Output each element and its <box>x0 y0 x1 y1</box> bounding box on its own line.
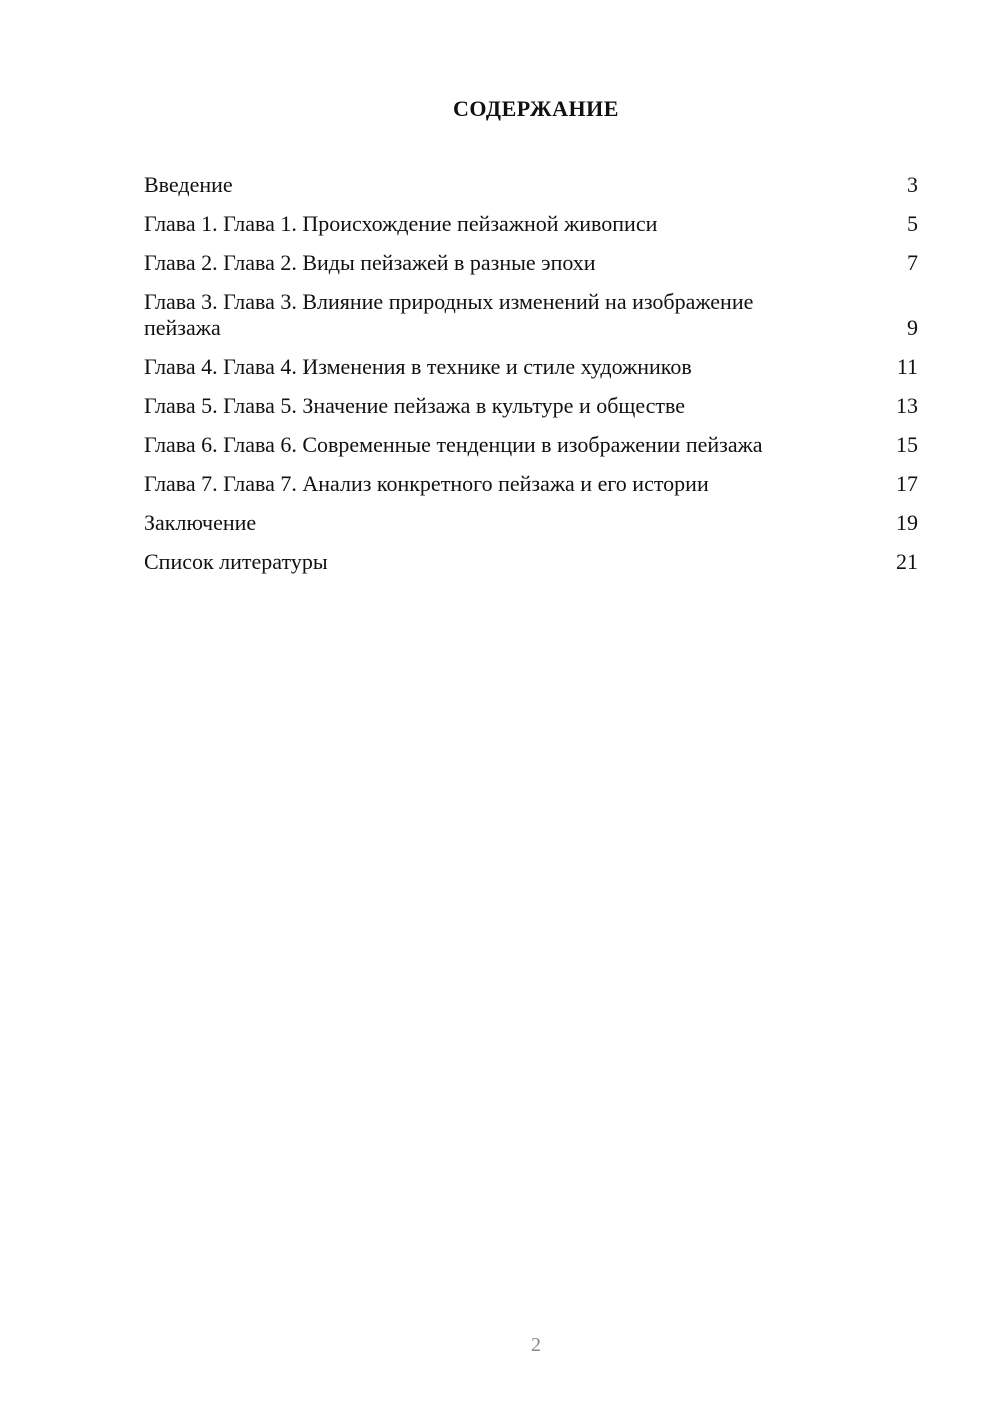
toc-entry-page: 19 <box>896 510 918 535</box>
toc-entry-page: 17 <box>896 471 918 496</box>
toc-entry-page: 5 <box>907 211 918 236</box>
toc-entry-bibliography[interactable] <box>144 547 918 577</box>
toc-entry-chapter-1[interactable] <box>144 209 918 239</box>
toc-entry-label: Глава 2. Глава 2. Виды пейзажей в разные эпохи <box>144 250 596 275</box>
toc-entry-label: Список литературы <box>144 549 328 574</box>
toc-title: СОДЕРЖАНИЕ <box>453 96 619 121</box>
toc-entry-conclusion[interactable] <box>144 508 918 538</box>
toc-entry-page: 3 <box>907 172 918 197</box>
toc-entry-label: Глава 6. Глава 6. Современные тенденции в изображении пейзажа <box>144 432 763 457</box>
toc-entry-page: 11 <box>896 354 918 379</box>
toc-list <box>144 170 918 586</box>
toc-entry-label: Глава 1. Глава 1. Происхождение пейзажной живописи <box>144 211 658 236</box>
toc-entry-chapter-5[interactable] <box>144 391 918 421</box>
toc-entry-label: Заключение <box>144 510 257 535</box>
toc-entry-chapter-6[interactable] <box>144 430 918 460</box>
toc-entry-chapter-2[interactable] <box>144 248 918 278</box>
toc-entry-chapter-3[interactable] <box>144 287 918 343</box>
toc-entry-page: 15 <box>896 432 918 457</box>
toc-entry-introduction[interactable] <box>144 170 918 200</box>
toc-entry-chapter-4[interactable] <box>144 352 918 382</box>
toc-entry-page: 21 <box>896 549 918 574</box>
toc-entry-page: 9 <box>907 315 918 340</box>
toc-entry-label: Глава 7. Глава 7. Анализ конкретного пейзажа и его истории <box>144 471 709 496</box>
toc-entry-label: Глава 4. Глава 4. Изменения в технике и стиле художников <box>144 354 692 379</box>
toc-entry-label: Глава 5. Глава 5. Значение пейзажа в культуре и обществе <box>144 393 686 418</box>
toc-entry-page: 13 <box>896 393 918 418</box>
toc-entry-chapter-7[interactable] <box>144 469 918 499</box>
toc-entry-label: Глава 3. Глава 3. Влияние природных изменений на изображение пейзажа <box>144 289 754 340</box>
toc-entry-label: Введение <box>144 172 233 197</box>
toc-entry-page: 7 <box>907 250 918 275</box>
page-number: 2 <box>531 1334 541 1356</box>
